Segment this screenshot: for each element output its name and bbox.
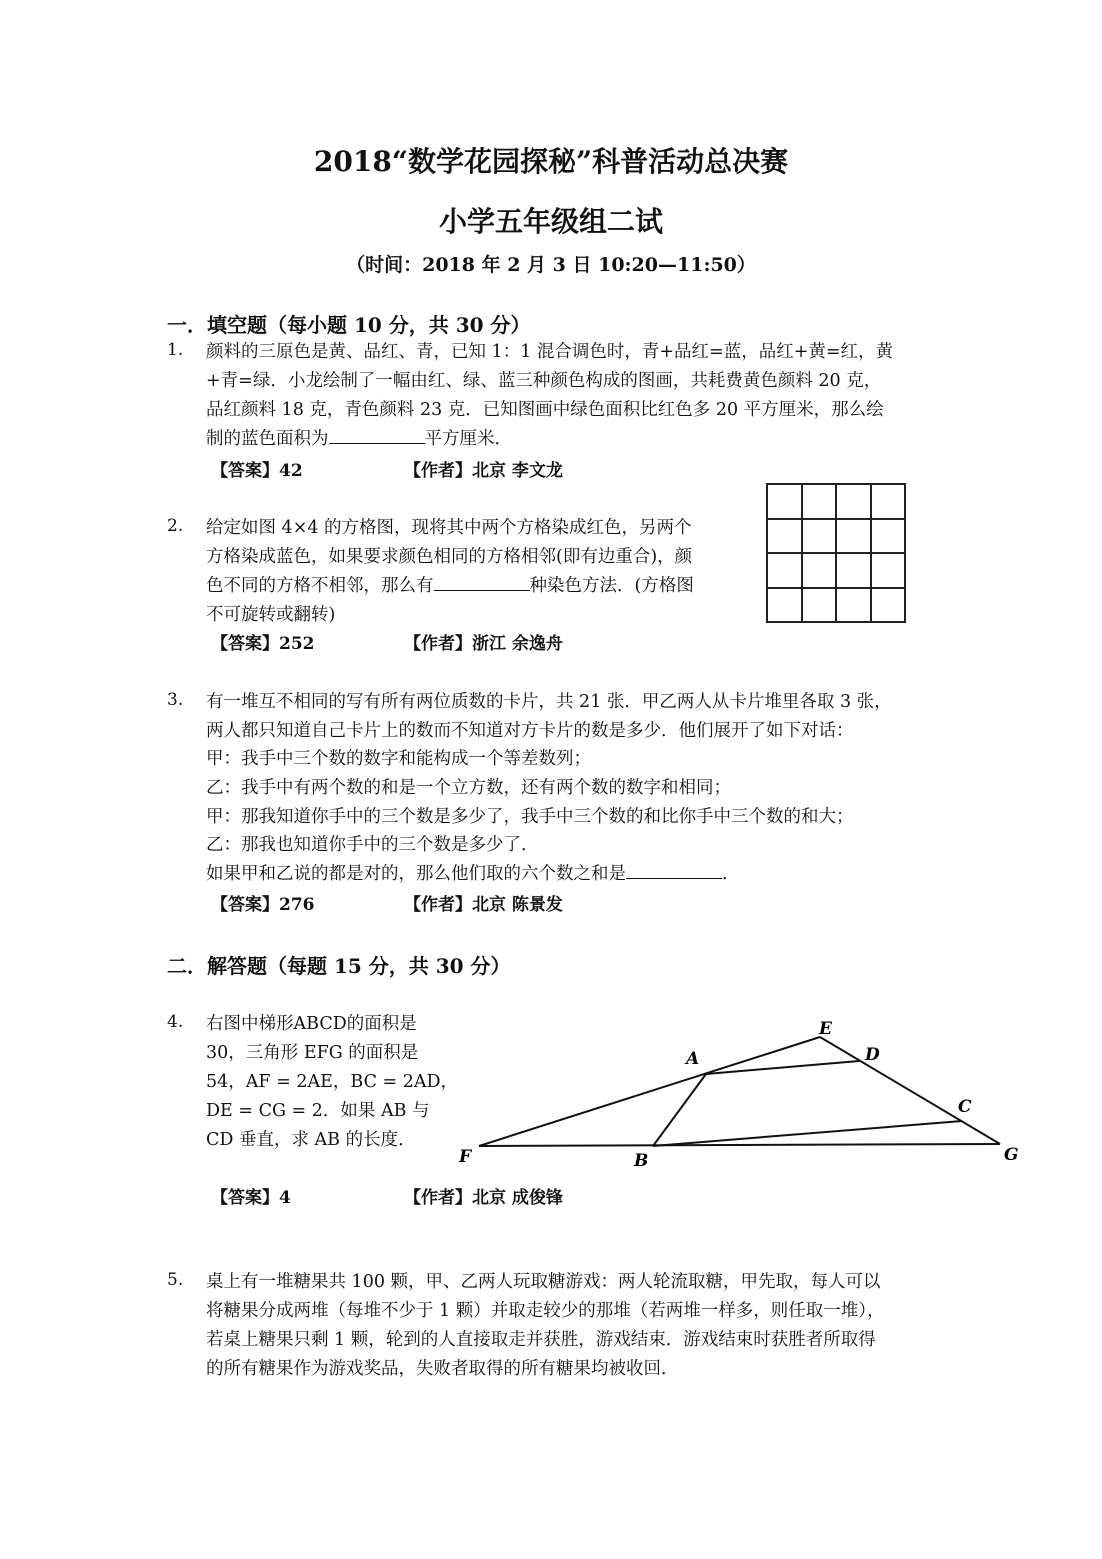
contest-time: （时间：2018 年 2 月 3 日 10:20—11:50） <box>346 254 756 276</box>
section-heading-solve: 二．解答题（每题 15 分，共 30 分） <box>167 954 511 978</box>
question-text-line: 乙：我手中有两个数的和是一个立方数，还有两个数的数字和相同； <box>206 778 731 798</box>
question-text-line: 制的蓝色面积为 平方厘米． <box>206 429 512 449</box>
question-text-line: 两人都只知道自己卡片上的数而不知道对方卡片的数是多少．他们展开了如下对话： <box>206 721 854 741</box>
answer-label: 【答案】252 <box>211 634 315 654</box>
answer-label: 【答案】4 <box>211 1188 291 1208</box>
point-label-G: G <box>1004 1145 1019 1165</box>
author-label: 【作者】北京 李文龙 <box>404 461 563 481</box>
question-text-line: 若桌上糖果只剩 1 颗，轮到的人直接取走并获胜，游戏结束．游戏结束时获胜者所取得 <box>206 1330 876 1350</box>
segment-FG <box>479 1144 1000 1146</box>
answer-label: 【答案】42 <box>211 461 303 481</box>
author-label: 【作者】浙江 余逸舟 <box>404 634 563 654</box>
question-text-line: 不可旋转或翻转) <box>206 605 336 625</box>
segment-BC <box>653 1121 962 1146</box>
segment-FE <box>479 1037 820 1146</box>
question-text-line: 甲：那我知道你手中的三个数是多少了，我手中三个数的和比你手中三个数的和大； <box>206 807 854 827</box>
point-label-B: B <box>634 1151 649 1171</box>
point-label-F: F <box>459 1147 472 1167</box>
contest-subtitle: 小学五年级组二试 <box>438 205 663 238</box>
contest-title: 2018“数学花园探秘”科普活动总决赛 <box>313 145 789 178</box>
question-number: 3. <box>167 690 184 710</box>
question-text-line: 30，三角形 EFG 的面积是 <box>206 1043 419 1063</box>
question-text-line: 桌上有一堆糖果共 100 颗，甲、乙两人玩取糖游戏：两人轮流取糖，甲先取，每人可以 <box>206 1272 881 1292</box>
question-text-line: 方格染成蓝色，如果要求颜色相同的方格相邻(即有边重合)，颜 <box>206 547 693 567</box>
question-text-line: DE = CG = 2．如果 AB 与 <box>206 1101 430 1121</box>
author-label: 【作者】北京 陈景发 <box>404 895 563 915</box>
segment-EG <box>820 1037 1000 1144</box>
point-label-E: E <box>819 1019 832 1039</box>
question-text-line: 甲：我手中三个数的数字和能构成一个等差数列； <box>206 749 591 769</box>
question-text-line: CD 垂直，求 AB 的长度． <box>206 1130 416 1150</box>
segment-AB <box>653 1074 706 1146</box>
question-text-line: 有一堆互不相同的写有所有两位质数的卡片，共 21 张．甲乙两人从卡片堆里各取 3 张， <box>206 692 892 712</box>
question-number: 5. <box>167 1270 184 1290</box>
question-text-line: 将糖果分成两堆（每堆不少于 1 颗）并取走较少的那堆（若两堆一样多，则任取一堆）， <box>206 1301 885 1321</box>
question-text-line: +青=绿．小龙绘制了一幅由红、绿、蓝三种颜色构成的图画，共耗费黄色颜料 20 克， <box>206 371 882 391</box>
segment-AD <box>706 1061 859 1074</box>
question-number: 2. <box>167 516 184 536</box>
question-text-line: 给定如图 4×4 的方格图，现将其中两个方格染成红色，另两个 <box>206 518 692 538</box>
point-label-D: D <box>865 1045 880 1065</box>
question-text-line: 乙：那我也知道你手中的三个数是多少了． <box>206 835 539 855</box>
question-text-line: 颜料的三原色是黄、品红、青，已知 1：1 混合调色时，青+品红=蓝，品红+黄=红，黄 <box>206 342 894 362</box>
point-label-C: C <box>958 1097 972 1117</box>
author-label: 【作者】北京 成俊锋 <box>404 1188 563 1208</box>
point-label-A: A <box>686 1049 700 1069</box>
question-text-line: 右图中梯形ABCD的面积是 <box>206 1014 417 1034</box>
question-text-line: 品红颜料 18 克，青色颜料 23 克．已知图画中绿色面积比红色多 20 平方厘米，那么绘 <box>206 400 884 420</box>
question-text-line: 色不同的方格不相邻，那么有 种染色方法．(方格图 <box>206 576 694 596</box>
section-heading-fill-in: 一．填空题（每小题 10 分，共 30 分） <box>167 313 531 337</box>
question-text-line: 54，AF = 2AE，BC = 2AD， <box>206 1072 459 1092</box>
question-number: 1. <box>167 340 184 360</box>
question-text-line: 如果甲和乙说的都是对的，那么他们取的六个数之和是 ． <box>206 864 740 884</box>
question-text-line: 的所有糖果作为游戏奖品，失败者取得的所有糖果均被收回． <box>206 1359 679 1379</box>
question-number: 4. <box>167 1012 184 1032</box>
answer-label: 【答案】276 <box>211 895 315 915</box>
